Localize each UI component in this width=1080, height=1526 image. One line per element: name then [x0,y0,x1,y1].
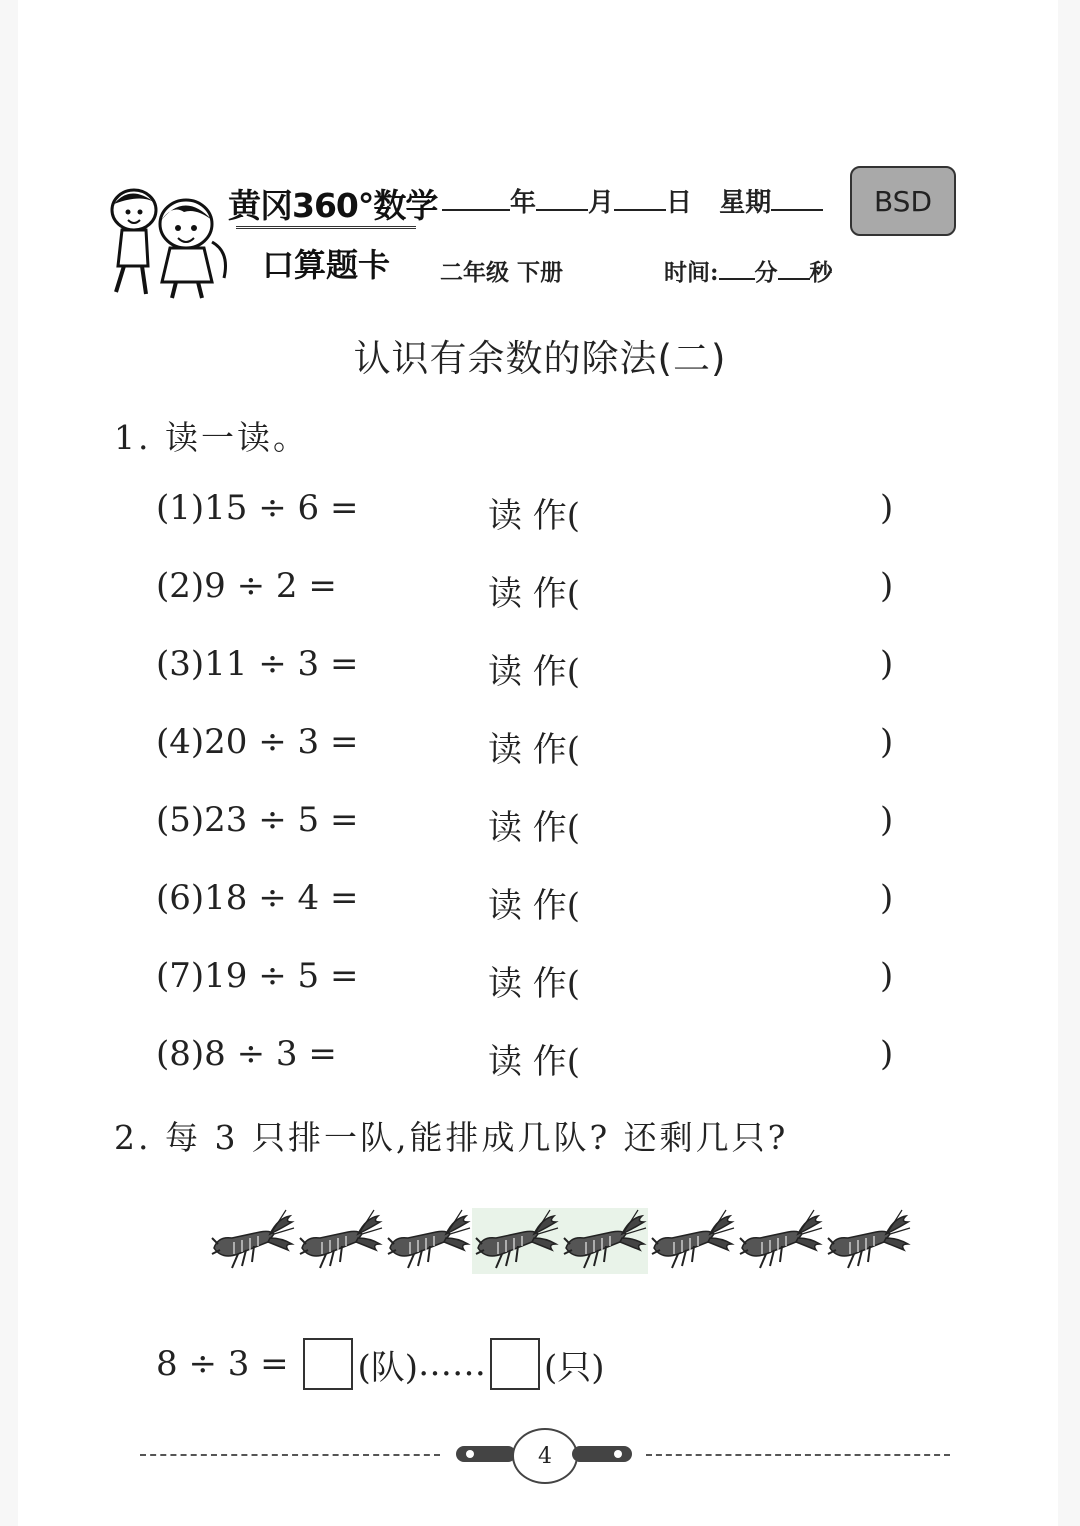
remainder-answer-box[interactable] [490,1338,540,1390]
page-footer [140,1420,950,1490]
close-paren: ) [880,800,894,840]
close-paren: ) [880,956,894,996]
grade-label: 二年级 下册 [440,259,564,286]
close-paren: ) [880,1034,894,1074]
unit-groups-label: (队) [357,1347,419,1388]
reads-as-label[interactable]: 读 作( [488,496,581,536]
day-label: 日 [666,188,693,218]
footer-connector-left-icon [456,1446,516,1462]
close-paren: ) [880,878,894,918]
list-item [0,566,1080,616]
quotient-answer-box[interactable] [303,1338,353,1390]
reads-as-label[interactable]: 读 作( [488,886,581,926]
remainder-dots: …… [418,1344,487,1384]
card-title: 口算题卡 [262,246,391,284]
division-expression: (5)23 ÷ 5 = [156,800,359,840]
footer-divider-right [646,1454,950,1456]
unit-animals-label: (只) [544,1347,605,1388]
weekday-label: 星期 [719,188,772,218]
division-expression: (6)18 ÷ 4 = [156,878,359,918]
year-blank[interactable] [442,183,510,211]
division-expression: (2)9 ÷ 2 = [156,566,337,606]
division-expression: (4)20 ÷ 3 = [156,722,359,762]
section2-heading: 2. 每 3 只排一队,能排成几队? 还剩几只? [114,1118,789,1157]
seconds-label: 秒 [809,259,833,286]
list-item [0,800,1080,850]
footer-connector-right-icon [572,1446,632,1462]
crayfish-row [208,1208,918,1278]
crayfish-icon [560,1208,648,1274]
reads-as-label[interactable]: 读 作( [488,574,581,614]
month-blank[interactable] [536,183,588,211]
page-number: 4 [512,1428,578,1484]
crayfish-icon [648,1208,736,1274]
reads-as-label[interactable]: 读 作( [488,964,581,1004]
seconds-blank[interactable] [778,258,810,280]
weekday-blank[interactable] [771,183,823,211]
year-label: 年 [510,188,537,218]
division-expression: (3)11 ÷ 3 = [156,644,359,684]
section1-heading: 1. 读一读。 [114,418,309,457]
minutes-blank[interactable] [719,258,755,280]
crayfish-icon [296,1208,384,1274]
list-item [0,488,1080,538]
list-item [0,878,1080,928]
month-label: 月 [588,188,615,218]
list-item [0,1034,1080,1084]
reads-as-label[interactable]: 读 作( [488,730,581,770]
minutes-label: 分 [754,259,778,286]
brand-underline [236,226,416,229]
crayfish-icon [472,1208,560,1274]
list-item [0,722,1080,772]
crayfish-icon [208,1208,296,1274]
day-blank[interactable] [614,183,666,211]
division-expression: (8)8 ÷ 3 = [156,1034,337,1074]
reads-as-label[interactable]: 读 作( [488,808,581,848]
reads-as-label[interactable]: 读 作( [488,1042,581,1082]
time-label: 时间: [664,259,719,286]
division-expression: (7)19 ÷ 5 = [156,956,359,996]
reads-as-label[interactable]: 读 作( [488,652,581,692]
close-paren: ) [880,722,894,762]
crayfish-icon [824,1208,912,1274]
edition-badge: BSD [850,166,956,236]
list-item [0,956,1080,1006]
date-field [442,182,823,219]
close-paren: ) [880,644,894,684]
list-item [0,644,1080,694]
crayfish-icon [736,1208,824,1274]
brand-title: 黄冈360°数学 [228,186,438,225]
answer-line [156,1336,605,1392]
time-field [664,254,833,287]
crayfish-icon [384,1208,472,1274]
answer-expression: 8 ÷ 3 = [156,1344,300,1384]
close-paren: ) [880,488,894,528]
division-expression: (1)15 ÷ 6 = [156,488,359,528]
kids-cartoon-icon [100,182,240,304]
close-paren: ) [880,566,894,606]
footer-divider-left [140,1454,440,1456]
lesson-title: 认识有余数的除法(二) [353,337,727,380]
